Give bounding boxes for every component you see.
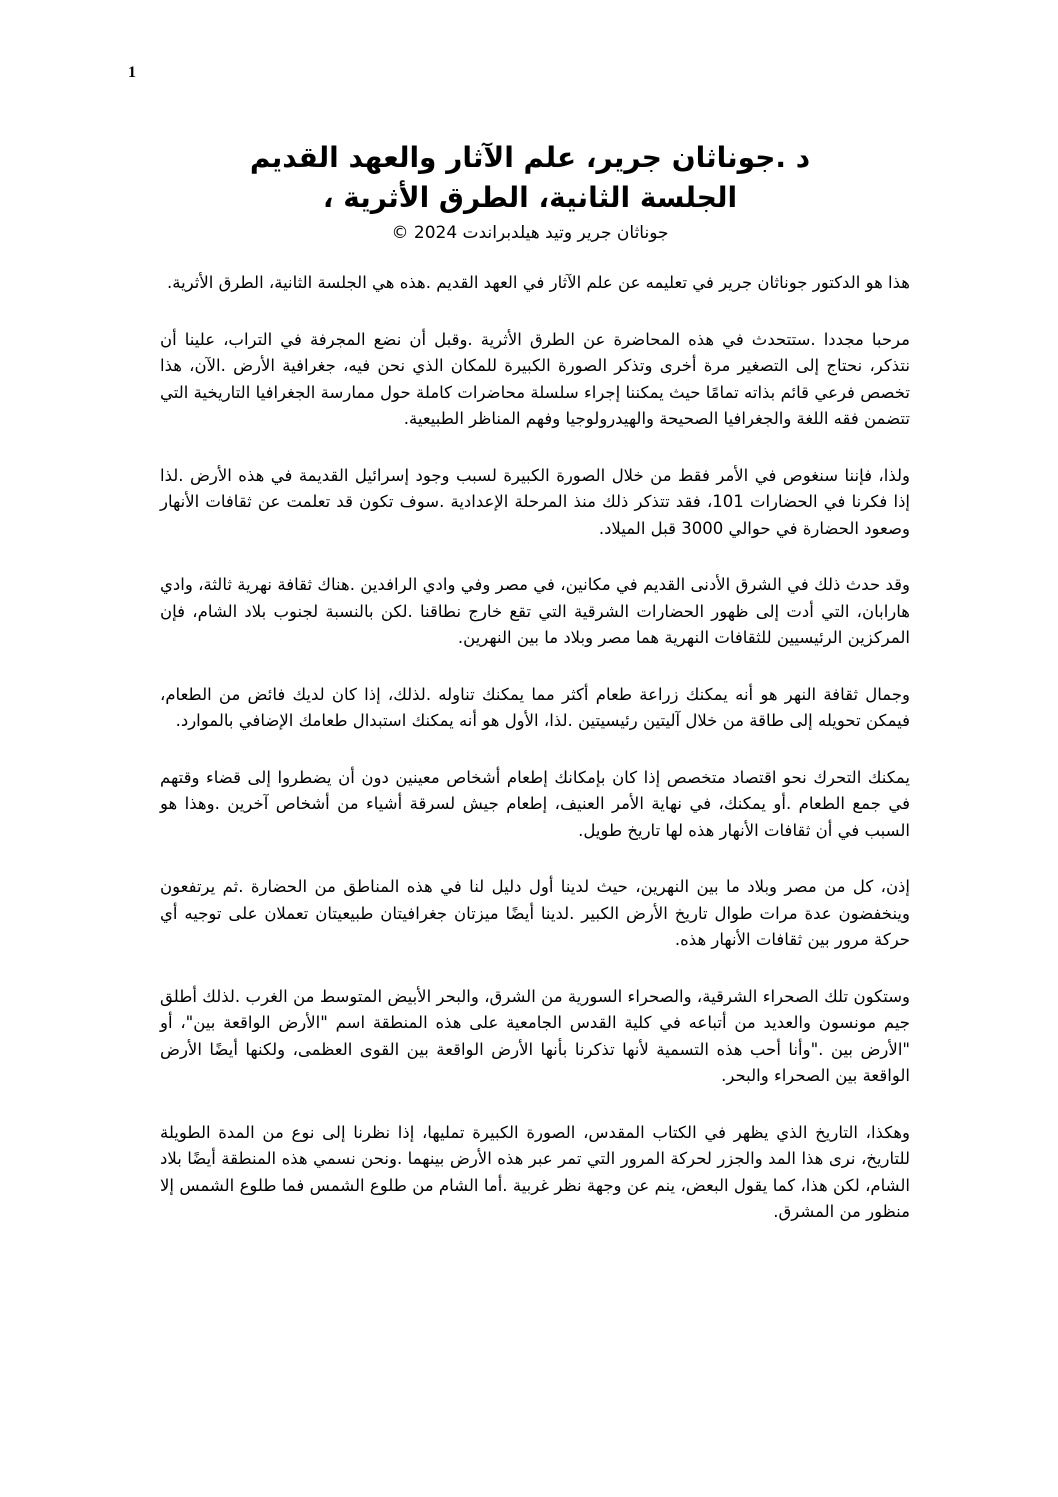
document-body (160, 270, 910, 1256)
paragraph-6: يمكنك التحرك نحو اقتصاد متخصص إذا كان بإمكانك إطعام أشخاص معينين دون أن يضطروا إلى قضاء وقتهم في جمع الطعام .أو يمكنك، في نهاية الأمر العنيف، إطعام جيش لسرقة أشياء من أشخاص آخرين .وهذا هو السبب في أن ثقافات الأنهار هذه لها تاريخ طويل. (160, 767, 910, 840)
paragraph-4: وقد حدث ذلك في الشرق الأدنى القديم في مكانين، في مصر وفي وادي الرافدين .هناك ثقافة نهرية ثالثة، وادي هارابان، التي أدت إلى ظهور الحضارات الشرقية التي تقع خارج نطاقنا .لكن بالنسبة لجنوب بلاد الشام، فإن المركزين الرئيسيين للثقافات النهرية هما مصر وبلاد ما بين النهرين. (160, 575, 910, 647)
page-number: 1 (128, 64, 136, 81)
paragraph-1: هذا هو الدكتور جوناثان جرير في تعليمه عن علم الآثار في العهد القديم .هذه هي الجلسة الثانية، الطرق الأثرية. (166, 273, 910, 292)
copyright-line: جوناثان جرير وتيد هيلدبراندت 2024 © (391, 223, 669, 243)
paragraph-3: ولذا، فإننا سنغوص في الأمر فقط من خلال الصورة الكبيرة لسبب وجود إسرائيل القديمة في هذه الأرض .لذا إذا فكرنا في الحضارات 101، فقد تتذكر ذلك منذ المرحلة الإعدادية .سوف تكون قد تعلمت عن ثقافات الأنهار وصعود الحضارة في حوالي 3000 قبل الميلاد. (160, 465, 910, 538)
document-title-line-2: الجلسة الثانية، الطرق الأثرية ، (322, 181, 738, 214)
paragraph-9: وهكذا، التاريخ الذي يظهر في الكتاب المقدس، الصورة الكبيرة تمليها، إذا نظرنا إلى نوع من المدة الطويلة للتاريخ، نرى هذا المد والجزر لحركة المرور التي تمر عبر هذه الأرض بينهما .ونحن نسمي هذه المنطقة أيضًا بلاد الشام، لكن هذا، كما يقول البعض، ينم عن وجهة نظر غربية .أما الشام من طلوع الشمس فما طلوع الشمس إلا منظور من المشرق. (160, 1122, 910, 1221)
paragraph-5: وجمال ثقافة النهر هو أنه يمكنك زراعة طعام أكثر مما يمكنك تناوله .لذلك، إذا كان لديك فائض من الطعام، فيمكن تحويله إلى طاقة من خلال آليتين رئيسيتين .لذا، الأول هو أنه يمكنك استبدال طعامك الإضافي بالموارد. (160, 684, 910, 730)
paragraph-7: إذن، كل من مصر وبلاد ما بين النهرين، حيث لدينا أول دليل لنا في هذه المناطق من الحضارة .ثم يرتفعون وينخفضون عدة مرات طوال تاريخ الأرض الكبير .لدينا أيضًا ميزتان جغرافيتان طبيعيتان تعملان على توجيه أي حركة مرور بين ثقافات الأنهار هذه. (160, 877, 910, 949)
paragraph-8: وستكون تلك الصحراء الشرقية، والصحراء السورية من الشرق، والبحر الأبيض المتوسط من الغرب .لذلك أطلق جيم مونسون والعديد من أتباعه في كلية القدس الجامعية على هذه المنطقة اسم "الأرض الواقعة بين"، أو "الأرض بين ."وأنا أحب هذه التسمية لأنها تذكرنا بأنها الأرض الواقعة بين القوى العظمى، ولكنها أيضًا الأرض الواقعة بين الصحراء والبحر. (160, 986, 910, 1085)
document-header (150, 138, 910, 246)
document-title-line-1: د .جوناثان جرير، علم الآثار والعهد القديم (249, 141, 811, 174)
paragraph-2: مرحبا مجددا .ستتحدث في هذه المحاضرة عن الطرق الأثرية .وقبل أن نضع المجرفة في التراب، علينا أن نتذكر، نحتاج إلى التصغير مرة أخرى وتذكر الصورة الكبيرة للمكان الذي نحن فيه، جغرافية الأرض .الآن، هذا تخصص فرعي قائم بذاته تمامًا حيث يمكننا إجراء سلسلة محاضرات كاملة حول ممارسة الجغرافيا التاريخية التي تتضمن فقه اللغة والجغرافيا الصحيحة والهيدرولوجيا وفهم المناظر الطبيعية. (160, 329, 910, 428)
